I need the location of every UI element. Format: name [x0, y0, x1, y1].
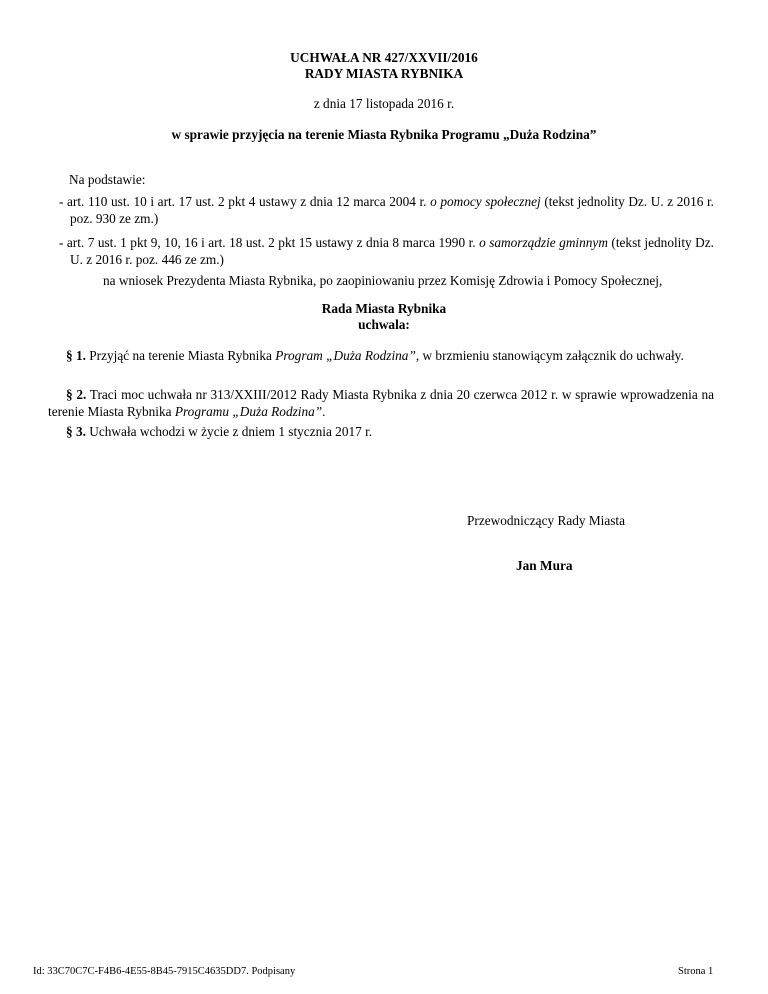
paragraph-2-number: § 2. [66, 387, 87, 402]
signature-name: Jan Mura [516, 558, 573, 573]
resolution-date: z dnia 17 listopada 2016 r. [313, 96, 455, 111]
basis-item-2-text: - art. 7 ust. 1 pkt 9, 10, 16 i art. 18 ust. 2 pkt 15 ustawy z dnia 8 marca 1990 r. [59, 235, 476, 250]
paragraph-1-text-end: , w brzmieniu stanowiącym załącznik do uchwały. [415, 348, 684, 363]
paragraph-3-number: § 3. [66, 424, 86, 439]
basis-item-2 [59, 234, 714, 268]
paragraph-1-number: § 1. [66, 348, 86, 363]
basis-item-2-source: (tekst jednolity Dz. U. z 2016 r. poz. 446 ze zm.) [70, 235, 715, 267]
paragraph-3 [66, 423, 372, 440]
basis-item-1 [59, 193, 714, 227]
page-number: Strona 1 [678, 966, 714, 977]
paragraph-2-program: Programu „Duża Rodzina” [174, 404, 323, 419]
paragraph-2-text-end: . [322, 404, 326, 419]
basis-item-1-act: o pomocy społecznej [430, 194, 541, 209]
basis-intro: Na podstawie: [69, 172, 146, 187]
resolution-subject: w sprawie przyjęcia na terenie Miasta Rybnika Programu „Duża Rodzina” [171, 127, 597, 142]
paragraph-3-text: Uchwała wchodzi w życie z dniem 1 stycznia 2017 r. [89, 424, 373, 439]
basis-item-1-text: - art. 110 ust. 10 i art. 17 ust. 2 pkt 4 ustawy z dnia 12 marca 2004 r. [59, 194, 427, 209]
council-title: RADY MIASTA RYBNIKA [304, 66, 464, 81]
basis-item-1-source: (tekst jednolity Dz. U. z 2016 r. poz. 930 ze zm.) [70, 194, 714, 226]
paragraph-1-program: Program „Duża Rodzina” [275, 348, 416, 363]
resolution-title: UCHWAŁA NR 427/XXVII/2016 [290, 50, 478, 65]
paragraph-1-text: Przyjąć na terenie Miasta Rybnika [89, 348, 272, 363]
council-name: Rada Miasta Rybnika [321, 301, 447, 316]
paragraph-1 [48, 347, 714, 364]
council-resolves: uchwala: [358, 317, 410, 332]
paragraph-2 [48, 386, 714, 420]
basis-motion: na wniosek Prezydenta Miasta Rybnika, po zaopiniowaniu przez Komisję Zdrowia i Pomocy Społecznej, [103, 273, 663, 288]
basis-item-2-act: o samorządzie gminnym [479, 235, 608, 250]
signature-role: Przewodniczący Rady Miasta [467, 513, 626, 528]
document-id: Id: 33C70C7C-F4B6-4E55-8B45-7915C4635DD7. Podpisany [33, 966, 296, 977]
paragraph-2-text: Traci moc uchwała nr 313/XXIII/2012 Rady Miasta Rybnika z dnia 20 czerwca 2012 r. w sprawie wprowadzenia na terenie Miasta Rybnika [48, 387, 714, 419]
